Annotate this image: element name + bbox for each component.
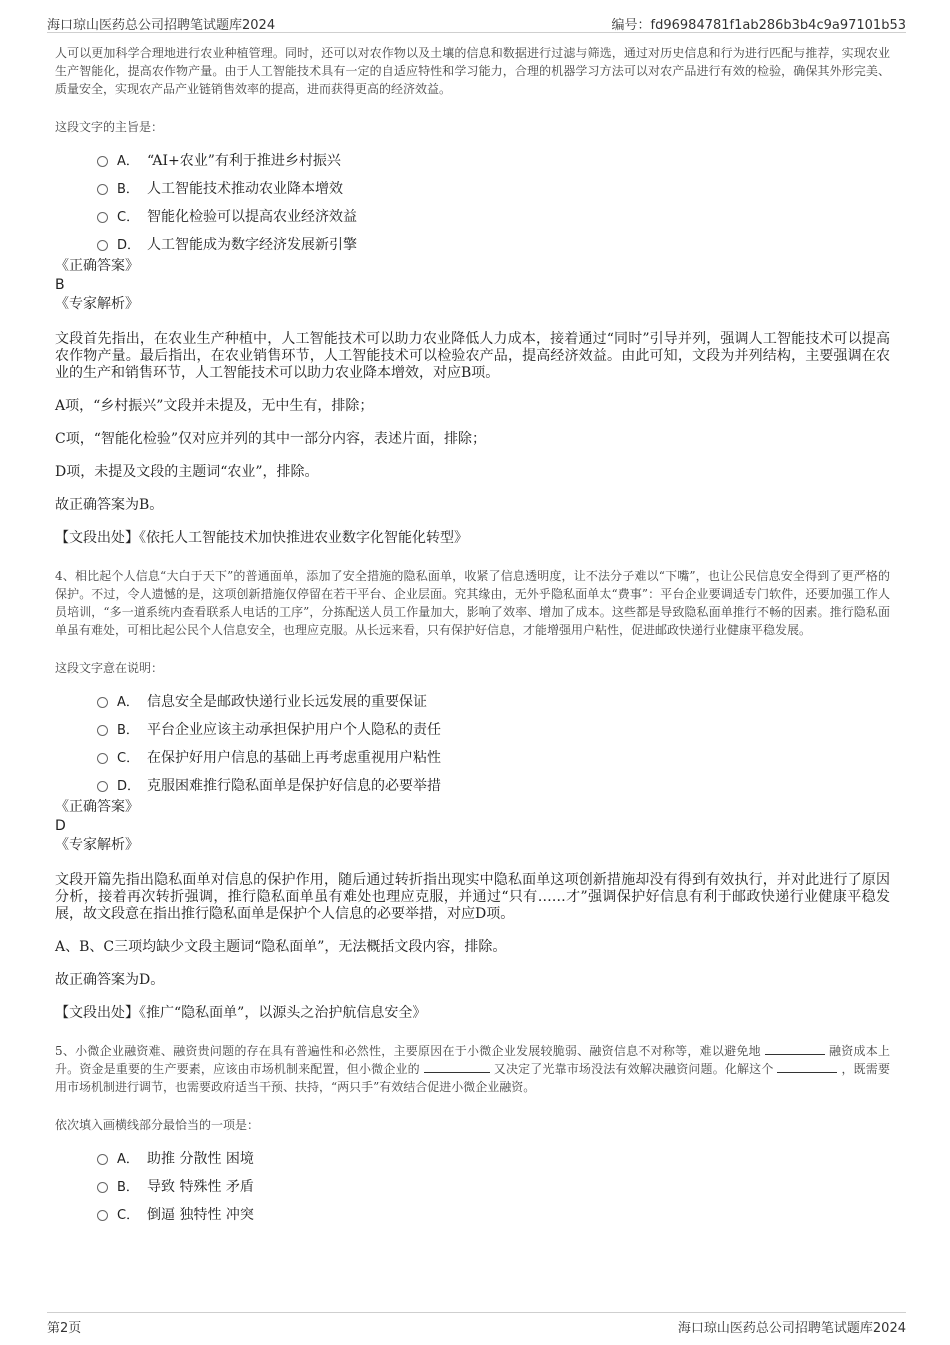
radio-icon[interactable] bbox=[97, 1210, 108, 1221]
radio-icon[interactable] bbox=[97, 1182, 108, 1193]
q3-analysis-a: A项，“乡村振兴”文段并未提及，无中生有，排除； bbox=[55, 398, 374, 414]
radio-icon[interactable] bbox=[97, 697, 108, 708]
q3-passage: 人可以更加科学合理地进行农业种植管理。同时，还可以对农作物以及土壤的信息和数据进行过滤与筛选，通过对历史信息和行为进行匹配与推荐，实现农业生产智能化，提高农作物产量。由于人工智能技术具有一定的自适应特性和学习能力，合理的机器学习方法可以对农产品进行有效的检验，确保其外形完美、质量安全，实现农产品产业链销售效率的提高，进而获得更高的经济效益。 bbox=[55, 46, 890, 96]
q3-answer: B bbox=[55, 277, 65, 293]
page-footer bbox=[47, 1312, 906, 1337]
header-doc-id: 编号：fd96984781f1ab286b3b4c9a97101b53 bbox=[611, 18, 906, 33]
q4-analysis-main: 文段开篇先指出隐私面单对信息的保护作用，随后通过转折指出现实中隐私面单这项创新措施却没有得到有效执行，并对此进行了原因分析，接着再次转折强调，推行隐私面单虽有难处也理应克服，并通过“只有……才”强调保护好信息有利于邮政快递行业健康平稳发展，故文段意在指出推行隐私面单是保护个人信息的必要举措，对应D项。 bbox=[55, 872, 890, 922]
q4-analysis-abc: A、B、C三项均缺少文段主题词“隐私面单”，无法概括文段内容，排除。 bbox=[55, 939, 507, 955]
radio-icon[interactable] bbox=[97, 753, 108, 764]
radio-icon[interactable] bbox=[97, 725, 108, 736]
radio-icon[interactable] bbox=[97, 781, 108, 792]
q3-analysis-main: 文段首先指出，在农业生产种植中，人工智能技术可以助力农业降低人力成本，接着通过“同时”引导并列，强调人工智能技术可以提高农作物产量。最后指出，在农业销售环节，人工智能技术可以检验农产品，提高经济效益。由此可知，文段为并列结构，主要强调在农业的生产和销售环节，人工智能技术可以助力农业降本增效，对应B项。 bbox=[55, 331, 890, 381]
q3-analysis-c: C项，“智能化检验”仅对应并列的其中一部分内容，表述片面，排除； bbox=[55, 431, 487, 447]
q4-source: 【文段出处】《推广“隐私面单”，以源头之治护航信息安全》 bbox=[55, 1005, 427, 1021]
footer-title: 海口琼山医药总公司招聘笔试题库2024 bbox=[677, 1321, 906, 1336]
q4-option-c[interactable]: C． 在保护好用户信息的基础上再考虑重视用户粘性 bbox=[55, 744, 890, 772]
page-content bbox=[55, 44, 890, 1229]
q3-option-a[interactable]: A． “AI+农业”有利于推进乡村振兴 bbox=[55, 147, 890, 175]
q4-options bbox=[55, 688, 890, 800]
blank-1[interactable] bbox=[765, 1042, 825, 1055]
q4-analysis-conclusion: 故正确答案为D。 bbox=[55, 972, 165, 988]
q3-option-b[interactable]: B． 人工智能技术推动农业降本增效 bbox=[55, 175, 890, 203]
blank-3[interactable] bbox=[777, 1060, 837, 1073]
q4-option-b[interactable]: B． 平台企业应该主动承担保护用户个人隐私的责任 bbox=[55, 716, 890, 744]
q5-option-b[interactable]: B． 导致 特殊性 矛盾 bbox=[55, 1173, 890, 1201]
q5-option-a[interactable]: A． 助推 分散性 困境 bbox=[55, 1145, 890, 1173]
q5-options bbox=[55, 1145, 890, 1229]
q3-option-c[interactable]: C． 智能化检验可以提高农业经济效益 bbox=[55, 203, 890, 231]
q4-answer: D bbox=[55, 818, 66, 834]
q3-analysis-conclusion: 故正确答案为B。 bbox=[55, 497, 164, 513]
q3-analysis-d: D项，未提及文段的主题词“农业”，排除。 bbox=[55, 464, 319, 480]
radio-icon[interactable] bbox=[97, 184, 108, 195]
q3-analysis-label: 《专家解析》 bbox=[55, 296, 139, 312]
page-number: 第2页 bbox=[47, 1321, 82, 1336]
header-title: 海口琼山医药总公司招聘笔试题库2024 bbox=[47, 18, 276, 33]
q5-option-c[interactable]: C． 倒逼 独特性 冲突 bbox=[55, 1201, 890, 1229]
q4-passage: 4、相比起个人信息“大白于天下”的普通面单，添加了安全措施的隐私面单，收紧了信息透明度，让不法分子难以“下嘴”，也让公民信息安全得到了更严格的保护。不过，令人遗憾的是，这项创新措施仅停留在若干平台、企业层面。究其缘由，无外乎隐私面单太“费事”：平台企业要调适专门软件，还要加强工作人员培训，“多一道系统内查看联系人电话的工序”，分拣配送人员工作量加大，影响了效率、增加了成本。这些都是导致隐私面单推行不畅的因素。推行隐私面单虽有难处，可相比起公民个人信息安全，也理应克服。从长远来看，只有保护好信息，才能增强用户粘性，促进邮政快递行业健康平稳发展。 bbox=[55, 569, 890, 637]
q3-source: 【文段出处】《依托人工智能技术加快推进农业数字化智能化转型》 bbox=[55, 530, 468, 546]
radio-icon[interactable] bbox=[97, 156, 108, 167]
q5-passage: 5、小微企业融资难、融资贵问题的存在具有普遍性和必然性，主要原因在于小微企业发展较脆弱、融资信息不对称等，难以避免地 融资成本上升。资金是重要的生产要素，应该由市场机制来配置，但小微企业的 又决定了光靠市场没法有效解决融资问题。化解这个 ，既需要用市场机制进行调节，也需要政府适当干预、扶持，“两只手”有效结合促进小微企业融资。 bbox=[55, 1044, 890, 1094]
q4-option-a[interactable]: A． 信息安全是邮政快递行业长远发展的重要保证 bbox=[55, 688, 890, 716]
q5-prompt: 依次填入画横线部分最恰当的一项是： bbox=[55, 1118, 260, 1132]
q4-answer-label: 《正确答案》 bbox=[55, 799, 139, 815]
q4-analysis-label: 《专家解析》 bbox=[55, 837, 139, 853]
q4-option-d[interactable]: D． 克服困难推行隐私面单是保护好信息的必要举措 bbox=[55, 772, 890, 800]
q3-options bbox=[55, 147, 890, 259]
radio-icon[interactable] bbox=[97, 240, 108, 251]
q4-prompt: 这段文字意在说明： bbox=[55, 661, 164, 675]
radio-icon[interactable] bbox=[97, 1154, 108, 1165]
blank-2[interactable] bbox=[424, 1060, 490, 1073]
page-header bbox=[47, 10, 906, 33]
q3-prompt: 这段文字的主旨是： bbox=[55, 120, 164, 134]
radio-icon[interactable] bbox=[97, 212, 108, 223]
q3-answer-label: 《正确答案》 bbox=[55, 258, 139, 274]
q3-option-d[interactable]: D． 人工智能成为数字经济发展新引擎 bbox=[55, 231, 890, 259]
